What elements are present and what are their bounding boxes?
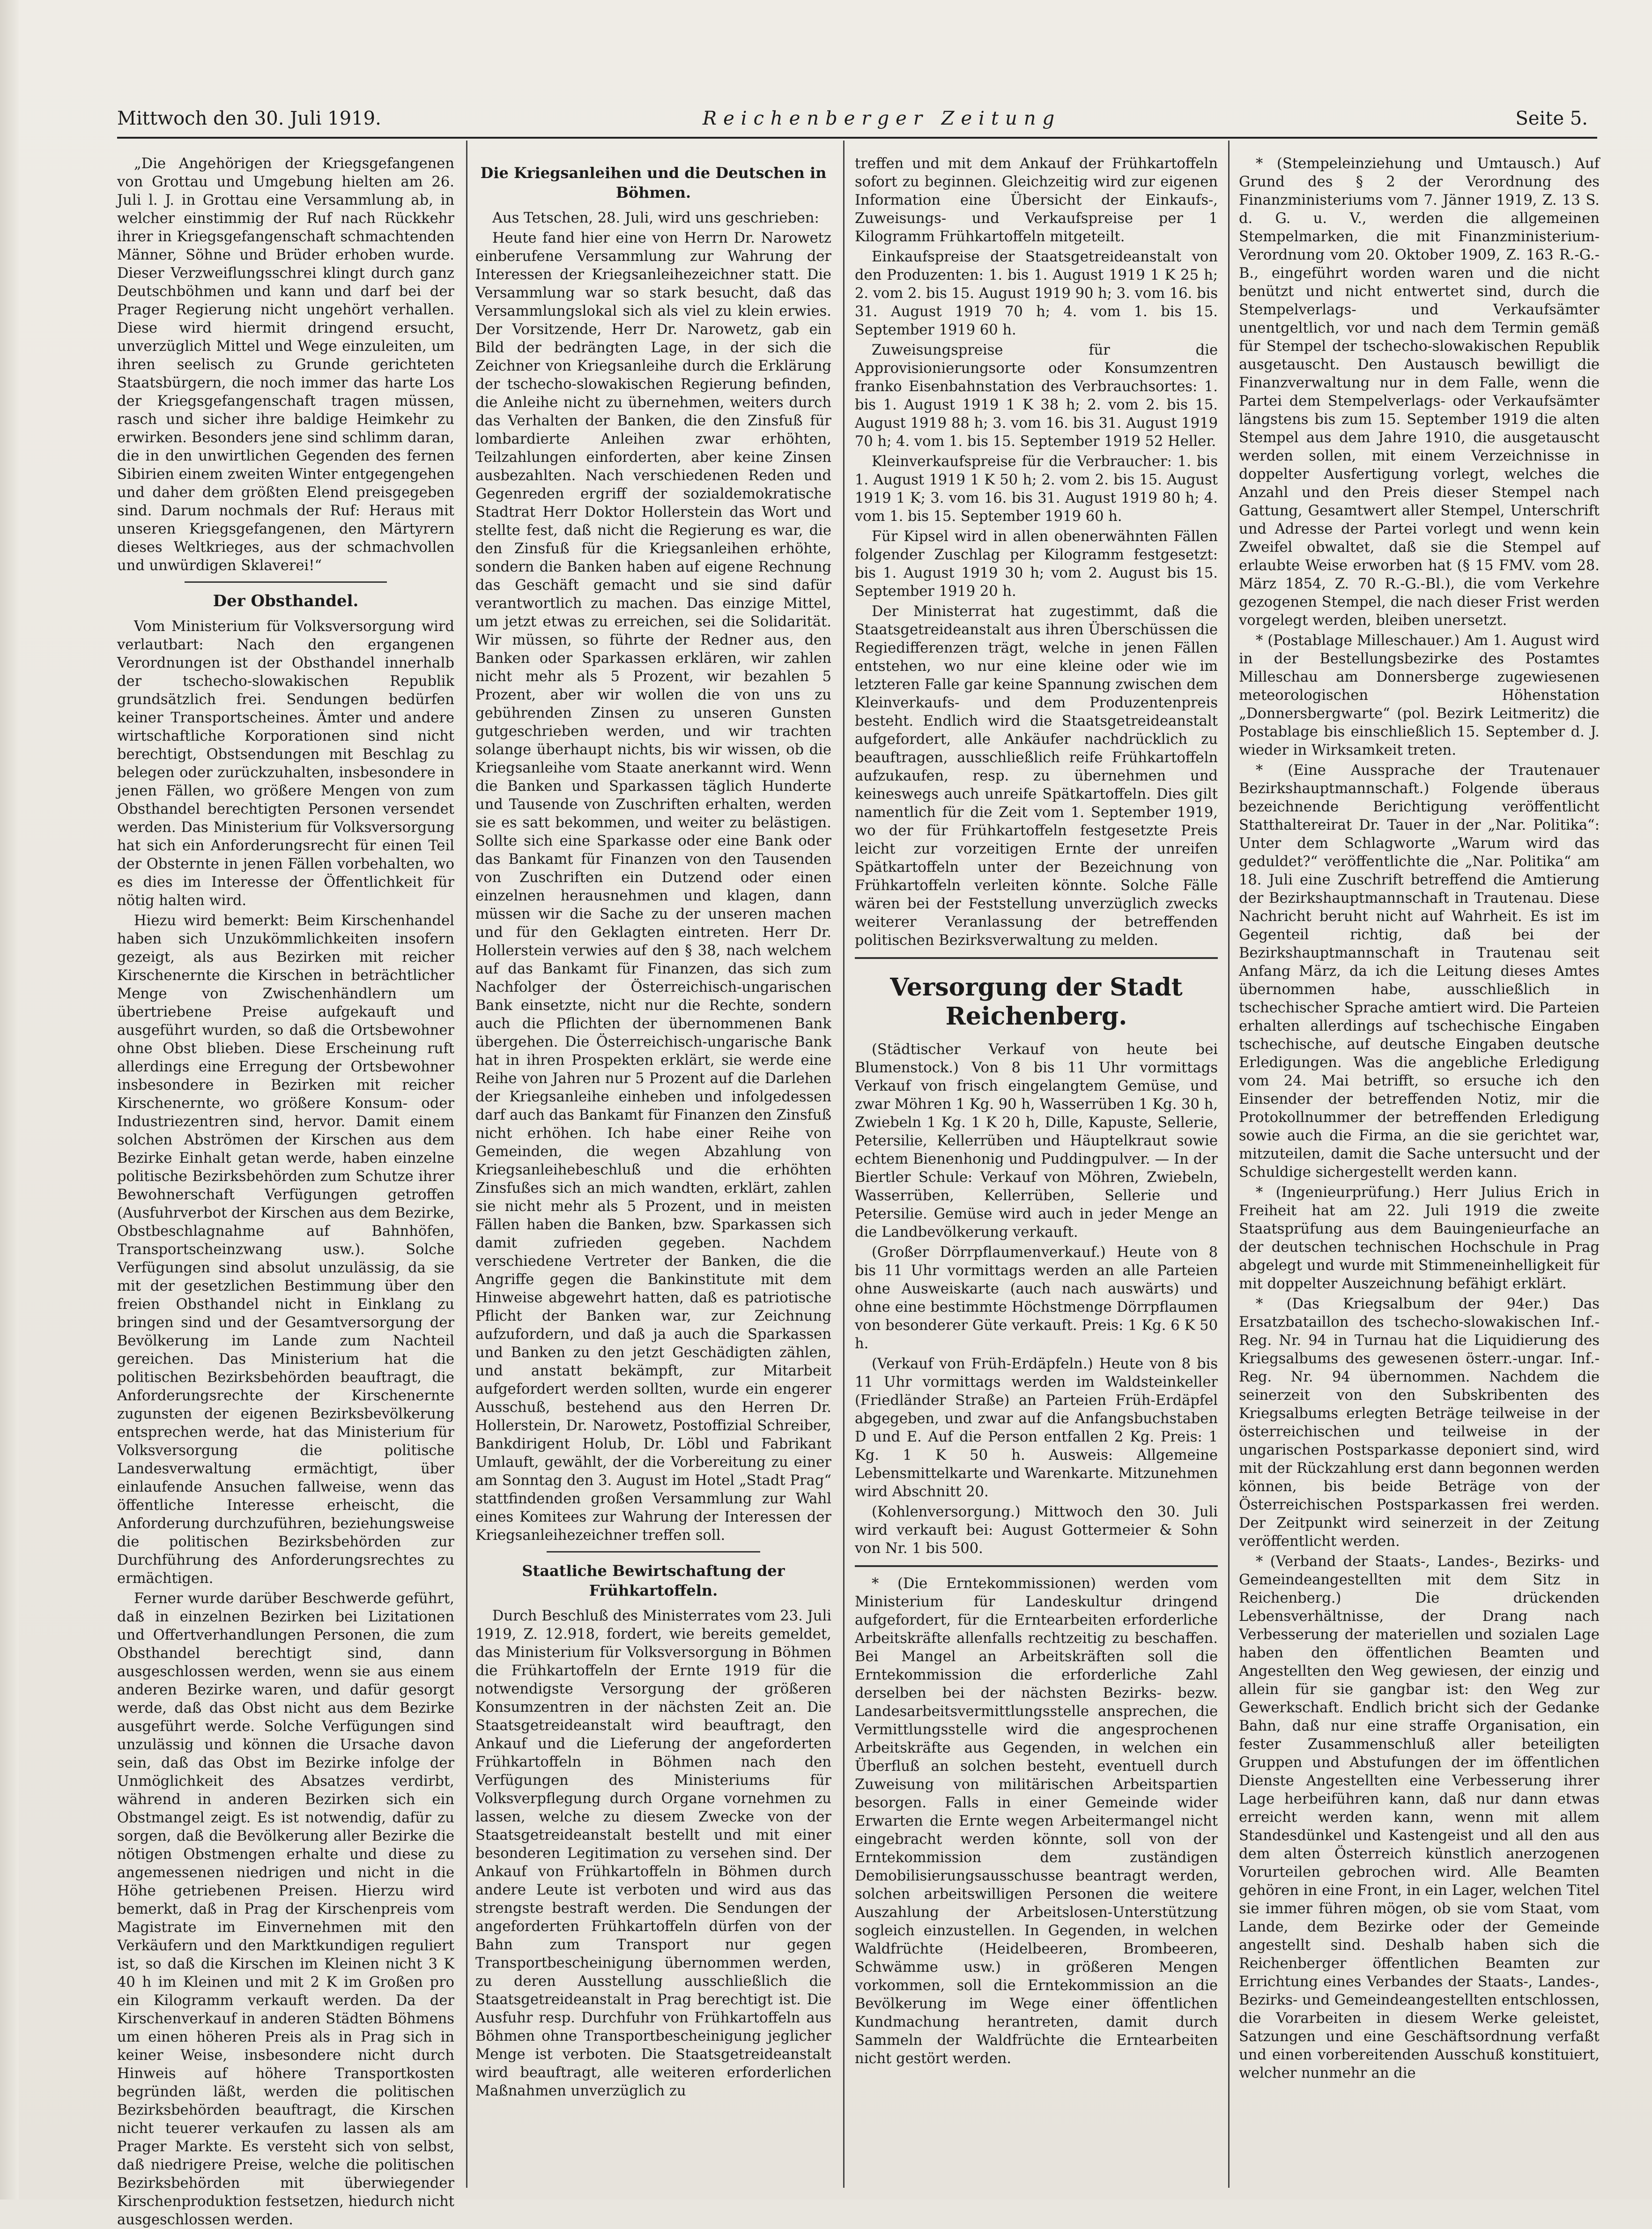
notice-paragraph: * (Das Kriegsalbum der 94er.) Das Ersatzbataillon des tschecho-slowakischen Inf.-Reg. Nr. 94 in Turnau hat die Liquidierung des Kriegsalbums des gewesenen österr.-ungar. Inf.-Reg. Nr. 94 übernommen. Nachdem die seinerzeit von den Subskribenten des Kriegsalbums erlegten Beträge teilweise in der österreichischen und teilweise in der ungarischen Postsparkasse deponiert sind, wird mit der Rückzahlung erst dann begonnen werden können, bis beide Beträge von der Österreichischen Postsparkassen frei werden. Der Zeitpunkt wird seinerzeit in der Zeitung veröffentlicht werden. — [1239, 1296, 1600, 1550]
masthead-page-number: Seite 5. — [1515, 108, 1588, 129]
notice-paragraph: (Großer Dörrpflaumenverkauf.) Heute von 8 bis 11 Uhr vormittags werden an alle Parteien ohne Ausweiskarte (auch nach auswärts) und ohne eine bestimmte Höchstmenge Dörrpflaumen von besonderer Güte verkauft. Preis: 1 Kg. 6 K 50 h. — [855, 1244, 1218, 1352]
article-paragraph: Aus Tetschen, 28. Juli, wird uns geschrieben: — [492, 210, 819, 226]
column-rule — [466, 141, 467, 2188]
column-rule — [1228, 141, 1230, 2188]
masthead-date: Mittwoch den 30. Juli 1919. — [117, 108, 381, 129]
notice-paragraph: * (Die Erntekommissionen) werden vom Ministerium für Landeskultur dringend aufgefordert, für die Erntearbeiten erforderliche Arbeitskräfte allenfalls rechtzeitig zu beschaffen. Bei Mangel an Arbeitskräften soll die Erntekommission die erforderliche Zahl derselben bei der nächsten Bezirks- bezw. Landesarbeitsvermittlungsstelle ansprechen, die Vermittlungsstelle wird die angesprochenen Arbeitskräfte aus Gegenden, in welchen ein Überfluß an solchen besteht, eventuell durch Zuweisung von militärischen Arbeitspartien besorgen. Falls in einer Gemeinde wider Erwarten die Ernte wegen Arbeitermangel nicht eingebracht werden könnte, soll von der Erntekommission dem zuständigen Demobilisierungsausschusse beantragt werden, solchen arbeitswilligen Personen die weitere Auszahlung der Arbeitslosen-Unterstützung sogleich einzustellen. In Gegenden, in welchen Waldfrüchte (Heidelbeeren, Brombeeren, Schwämme usw.) in größeren Mengen vorkommen, soll die Erntekommission an die Bevölkerung im Wege einer öffentlichen Kundmachung herantreten, damit durch Sammeln der Waldfrüchte die Erntearbeiten nicht gestört werden. — [855, 1575, 1218, 2067]
article-heading: Staatliche Bewirtschaftung der Frühkartoffeln. — [522, 1562, 785, 1599]
page-edge — [0, 0, 19, 2199]
notice-paragraph: * (Ingenieurprüfung.) Herr Julius Erich in Freiheit hat am 22. Juli 1919 die zweite Staatsprüfung aus dem Bauingenieurfache an der deutschen technischen Hochschule in Prag abgelegt und wurde mit Stimmeneinhelligkeit für mit doppelter Auszeichnung befähigt erklärt. — [1239, 1184, 1600, 1292]
price-paragraph: Einkaufspreise der Staatsgetreideanstalt von den Produzenten: 1. bis 1. August 1919 1 K 25 h; 2. vom 2. bis 15. August 1919 90 h; 3. vom 16. bis 31. August 1919 70 h; 4. vom 1. bis 15. September 1919 60 h. — [855, 249, 1218, 338]
article-paragraph: Ferner wurde darüber Beschwerde geführt, daß in einzelnen Bezirken bei Lizitationen und Offertverhandlungen Personen, die zum Obsthandel berechtigt sind, dann ausgeschlossen werden, wenn sie aus einem anderen Bezirke waren, und dafür gesorgt werde, daß das Obst nicht aus dem Bezirke ausgeführt werde. Solche Verfügungen sind unzulässig und können die Ursache davon sein, daß das Obst im Bezirke infolge der Unmöglichkeit des Absatzes verdirbt, während in anderen Bezirken sich ein Obstmangel zeigt. Es ist notwendig, dafür zu sorgen, daß die Bevölkerung aller Bezirke die nötigen Obstmengen erhalte und diese zu angemessenen niedrigen und nicht in die Höhe getriebenen Preisen. Hierzu wird bemerkt, daß in Prag der Kirschenpreis vom Magistrate im Einvernehmen mit den Verkäufern und den Marktkundigen reguliert ist, so daß die Kirschen im Kleinen nicht 3 K 40 h im Kleinen und mit 2 K im Großen pro ein Kilogramm verkauft werden. Da der Kirschenverkauf in anderen Städten Böhmens um einen höheren Preis als in Prag sich in keiner Weise, insbesondere nicht durch Hinweis auf höhere Transportkosten begründen läßt, werden die politischen Bezirksbehörden beauftragt, die Kirschen nicht teuerer verkaufen zu lassen als am Prager Markte. Es versteht sich von selbst, daß niedrigere Preise, welche die politischen Bezirksbehörden mit überwiegender Kirschenproduktion festsetzen, hiedurch nicht ausgeschlossen werden. — [117, 1590, 454, 2228]
article-paragraph: „Die Angehörigen der Kriegsgefangenen von Grottau und Umgebung hielten am 26. Juli l. J. in Grottau eine Versammlung ab, in welcher einstimmig der Ruf nach Rückkehr ihrer in Kriegsgefangenschaft schmachtenden Männer, Söhne und Brüder erhoben wurde. Dieser Verzweiflungsschrei klingt durch ganz Deutschböhmen und kann und darf bei der Prager Regierung nicht ungehört verhallen. Diese wird hiermit dringend ersucht, unverzüglich Mittel und Wege einzuleiten, um ihren seelisch zu Grunde gerichteten Staatsbürgern, die noch immer das harte Los der Kriegsgefangenschaft tragen müssen, rasch und sicher ihre baldige Heimkehr zu erwirken. Besonders jene sind schlimm daran, die in den unwirtlichen Gegenden des fernen Sibirien einem zweiten Winter entgegengehen und daher dem größten Elend preisgegeben sind. Darum nochmals der Ruf: Heraus mit unseren Kriegsgefangenen, den Märtyrern dieses Weltkrieges, aus der schmachvollen und unwürdigen Sklaverei!“ — [117, 156, 454, 574]
column-2 — [475, 155, 831, 2183]
notice-paragraph: * (Postablage Milleschauer.) Am 1. August wird in der Bestellungsbezirke des Postamtes Milleschau am Donnersberge zugewiesenen meteorologischen Höhenstation „Donnersbergwarte“ (pol. Bezirk Leitmeritz) die Postablage bis einschließlich 15. September d. J. wieder in Wirksamkeit treten. — [1239, 632, 1600, 758]
column-4 — [1239, 155, 1600, 2183]
separator — [855, 957, 1218, 959]
price-paragraph: Zuweisungspreise für die Approvisionierungsorte oder Konsumzentren franko Eisenbahnstation des Verbrauchsortes: 1. bis 1. August 1919 1 K 38 h; 2. vom 2. bis 15. August 1919 88 h; 3. vom 16. bis 31. August 1919 70 h; 4. vom 1. bis 15. September 1919 52 Heller. — [855, 342, 1218, 450]
notice-paragraph: (Verkauf von Früh-Erdäpfeln.) Heute von 8 bis 11 Uhr vormittags werden im Waldsteinkeller (Friedländer Straße) an Parteien Früh-Erdäpfel abgegeben, und zwar auf die Anfangsbuchstaben D und E. Auf die Person entfallen 2 Kg. Preis: 1 Kg. 1 K 50 h. Ausweis: Allgemeine Lebensmittelkarte und Warenkarte. Mitzunehmen wird Abschnitt 20. — [855, 1356, 1218, 1500]
notice-paragraph: * (Verband der Staats-, Landes-, Bezirks- und Gemeindeangestellten mit dem Sitz in Reichenberg.) Die drückenden Lebensverhältnisse, der Drang nach Verbesserung der materiellen und sozialen Lage haben den öffentlichen Beamten und Angestellten den Weg gewiesen, der einzig und allein für sie gangbar ist: den Weg zur Gewerkschaft. Endlich bricht sich der Gedanke Bahn, daß nur eine straffe Organisation, ein fester Zusammenschluß aller beteiligten Gruppen und Abstufungen der im öffentlichen Dienste Angestellten eine Verbesserung ihrer Lage herbeiführen kann, daß nur dann etwas erreicht werden kann, wenn mit allem Standesdünkel und Kastengeist und all den aus dem alten Österreich künstlich anerzogenen Vorurteilen gebrochen wird. Alle Beamten gehören in eine Front, in ein Lager, welchen Titel sie immer führen mögen, ob sie vom Staat, vom Lande, dem Bezirke oder der Gemeinde angestellt sind. Deshalb haben sich die Reichenberger öffentlichen Beamten zur Errichtung eines Verbandes der Staats-, Landes-, Bezirks- und Gemeindeangestellten entschlossen, die Vorarbeiten in diesem Werke geleistet, Satzungen und eine Geschäftsordnung verfaßt und einen vorbereitenden Ausschuß konstituiert, welcher nunmehr an die — [1239, 1553, 1600, 2081]
masthead — [117, 104, 1597, 139]
separator — [185, 581, 387, 583]
notice-paragraph: * (Stempeleinziehung und Umtausch.) Auf Grund des § 2 der Verordnung des Finanzministeriums vom 7. Jänner 1919, Z. 13 S. d. G. u. V., werden die allgemeinen Stempelmarken, die mit Finanzministerium-Verordnung vom 20. Oktober 1909, Z. 163 R.-G.-B., eingeführt worden waren und die nicht benützt und nicht entwertet sind, durch die Stempelverlags- und Verkaufsämter unentgeltlich, vor und nach dem Termin gemäß für Stempel der tschecho-slowakischen Republik ausgetauscht. Den Austausch bewilligt die Finanzverwaltung nur in dem Falle, wenn die Partei dem Stempelverlags- oder Verkaufsämter längstens bis zum 15. September 1919 die alten Stempel aus dem Jahre 1910, die ausgetauscht werden sollen, mit einem Verzeichnisse in doppelter Ausfertigung vorlegt, welches die Anzahl und den Preis dieser Stempel nach Gattung, Gesamtwert aller Stempel, Unterschrift und Adresse der Partei vorlegt und wenn kein Zweifel obwaltet, daß sie die Stempel auf erlaubte Weise erworben hat (§ 15 FMV. vom 28. März 1854, Z. 70 R.-G.-Bl.), die vom Verkehre gezogenen Stempel, die nach dieser Frist werden vorgelegt werden, bleiben unersetzt. — [1239, 156, 1600, 629]
separator — [855, 1565, 1218, 1567]
article-paragraph: treffen und mit dem Ankauf der Frühkartoffeln sofort zu beginnen. Gleichzeitig wird zur eigenen Information eine Übersicht der Einkaufs-, Zuweisungs- und Verkaufspreise per 1 Kilogramm Frühkartoffeln mitgeteilt. — [855, 156, 1218, 245]
price-paragraph: Für Kipsel wird in allen obenerwähnten Fällen folgender Zuschlag per Kilogramm festgesetzt: bis 1. August 1919 30 h; vom 2. August bis 15. September 1919 20 h. — [855, 528, 1218, 600]
article-paragraph: Durch Beschluß des Ministerrates vom 23. Juli 1919, Z. 12.918, fordert, wie bereits gemeldet, das Ministerium für Volksversorgung in Böhmen die Frühkartoffeln der Ernte 1919 für die notwendigste Versorgung der größeren Konsumzentren in der nächsten Zeit an. Die Staatsgetreideanstalt wird beauftragt, den Ankauf und die Lieferung der angeforderten Frühkartoffeln in Böhmen nach den Verfügungen des Ministeriums für Volksverpflegung durch Organe vornehmen zu lassen, welche zu diesem Zwecke von der Staatsgetreideanstalt bestellt und mit einer besonderen Legitimation zu versehen sind. Der Ankauf von Frühkartoffeln in Böhmen durch andere Leute ist verboten und wird aus das strengste bestraft werden. Die Sendungen der angeforderten Frühkartoffeln dürfen von der Bahn zum Transport nur gegen Transportbescheinigung übernommen werden, zu deren Ausstellung ausschließlich die Staatsgetreideanstalt in Prag berechtigt ist. Die Ausfuhr resp. Durchfuhr von Frühkartoffeln aus Böhmen ohne Transportbescheinigung jeglicher Menge ist verboten. Die Staatsgetreideanstalt wird beauftragt, alle weiteren erforderlichen Maßnahmen unverzüglich zu — [475, 1608, 831, 2099]
column-3 — [855, 155, 1218, 2183]
article-heading: Die Kriegsanleihen und die Deutschen in Böhmen. — [480, 164, 827, 201]
article-heading: Versorgung der Stadt Reichenberg. — [890, 973, 1183, 1031]
article-paragraph: Heute fand hier eine von Herrn Dr. Narowetz einberufene Versammlung zur Wahrung der Interessen der Kriegsanleihezeichner statt. Die Versammlung war so stark besucht, daß das Versammlungslokal sich als viel zu klein erwies. Der Vorsitzende, Herr Dr. Narowetz, gab ein Bild der bedrängten Lage, in der sich die Zeichner von Kriegsanleihe durch die Erklärung der tschecho-slowakischen Regierung befinden, die Anleihe nicht zu übernehmen, weiters durch das Verhalten der Banken, die den Zinsfuß für lombardierte Anleihen zwar erhöhten, Teilzahlungen einforderten, aber keine Zinsen ausbezahlten. Nach verschiedenen Reden und Gegenreden ergriff der sozialdemokratische Stadtrat Herr Doktor Hollerstein das Wort und stellte fest, daß nicht die Regierung es war, die den Zinsfuß für die Kriegsanleihen erhöhte, sondern die Banken haben auf eigene Rechnung das Geschäft gemacht und sie sind dafür verantwortlich zu machen. Das einzige Mittel, um jetzt etwas zu erreichen, sei die Solidarität. Wir müssen, so führte der Redner aus, den Banken oder Sparkassen erklären, wir zahlen nicht mehr als 5 Prozent, wir bezahlen 5 Prozent, aber wir wollen die von uns zu gebührenden Zinsen zu unseren Gunsten gutgeschrieben werden, und wir trachten solange überhaupt nichts, bis wir wissen, ob die Kriegsanleihe vom Staate anerkannt wird. Wenn die Banken und Sparkassen täglich Hunderte und Tausende von Zuschriften erhalten, werden sie es satt bekommen, und weiter zu belästigen. Sollte sich eine Sparkasse oder eine Bank oder das Bankamt für Finanzen von den Tausenden von Zuschriften ein Dutzend oder einen einzelnen herausnehmen und klagen, dann müssen wir die Sache zu der unseren machen und für den Geklagten eintreten. Herr Dr. Hollerstein verwies auf den § 38, nach welchem auf das Bankamt für Finanzen, das sich zum Nachfolger der Österreichisch-ungarischen Bank einsetzte, nicht nur die Rechte, sondern auch die Pflichten der übernommenen Bank übergehen. Die Österreichisch-ungarische Bank hat in ihren Prospekten erklärt, sie werde eine Reihe von Jahren nur 5 Prozent auf die Darlehen der Kriegsanleihe einheben und infolgedessen darf auch das Bankamt für Finanzen den Zinsfuß nicht erhöhen. Ich habe einer Reihe von Gemeinden, die wegen Abzahlung von Kriegsanleihebeschluß und die erhöhten Zinsfußes sich an mich wandten, erklärt, zahlen sie nicht mehr als 5 Prozent, und in meisten Fällen haben die Banken, bzw. Sparkassen sich damit zufrieden gegeben. Nachdem verschiedene Vertreter der Banken, die die Angriffe gegen die Bankinstitute mit dem Hinweise abgewehrt hatten, daß es patriotische Pflicht der Banken war, zur Zeichnung aufzufordern, und daß ja auch die Sparkassen und Banken zu den jetzt Geschädigten zählen, und anstatt bekämpft, zur Mitarbeit aufgefordert werden sollten, wurde ein engerer Ausschuß, bestehend aus den Herren Dr. Hollerstein, Dr. Narowetz, Postoffizial Schreiber, Bankdirigent Holub, Dr. Löbl und Fabrikant Umlauft, gewählt, der die Vorbereitung zu einer am Sonntag den 3. August im Hotel „Stadt Prag“ stattfindenden großen Versammlung zur Wahl eines Komitees zur Wahrung der Interessen der Kriegsanleihezeichner treffen soll. — [475, 230, 831, 1544]
price-paragraph: Kleinverkaufspreise für die Verbraucher: 1. bis 1. August 1919 1 K 50 h; 2. vom 2. bis 15. August 1919 1 K; 3. vom 16. bis 31. August 1919 80 h; 4. vom 1. bis 15. September 1919 60 h. — [855, 453, 1218, 525]
column-1 — [117, 155, 454, 2228]
article-heading: Der Obsthandel. — [213, 592, 359, 610]
separator — [547, 1551, 760, 1553]
article-paragraph: Hiezu wird bemerkt: Beim Kirschenhandel haben sich Unzukömmlichkeiten insofern gezeigt, als aus Bezirken mit reicher Kirschenernte die Kirschen in beträchtlicher Menge von Zwischenhändlern um übertriebene Preise aufgekauft und ausgeführt wurden, so daß die Ortsbewohner ohne Obst blieben. Diese Erscheinung ruft allerdings eine Erregung der Ortsbewohner insbesondere in Bezirken mit reicher Kirschenernte, wo größere Konsum- oder Industriezentren sind, hervor. Damit einem solchen Abströmen der Kirschen aus dem Bezirke Einhalt getan werde, haben einzelne politische Bezirksbehörden zum Schutze ihrer Bewohnerschaft Verfügungen getroffen (Ausfuhrverbot der Kirschen aus dem Bezirke, Obstbeschlagnahme auf Bahnhöfen, Transportscheinzwang usw.). Solche Verfügungen sind absolut unzulässig, da sie mit der gesetzlichen Bestimmung über den freien Obsthandel nicht in Einklang zu bringen sind und der Gesamtversorgung der Bevölkerung im Lande zum Nachteil gereichen. Das Ministerium hat die politischen Bezirksbehörden beauftragt, die Anforderungsrechte der Kirschenernte zugunsten der eigenen Bezirksbevölkerung entsprechen werde, hat das Ministerium für Volksversorgung die politische Landesverwaltung ermächtigt, über einlaufende Ansuchen fallweise, wenn das öffentliche Interesse erheischt, die Anforderung durchzuführen, beziehungsweise die politischen Bezirksbehörden zur Durchführung des Anforderungsrechtes zu ermächtigen. — [117, 913, 454, 1587]
column-rule — [843, 141, 845, 2188]
article-paragraph: Der Ministerrat hat zugestimmt, daß die Staatsgetreideanstalt aus ihren Überschüssen die Regiedifferenzen trägt, welche in jenen Fällen entstehen, wo nur eine kleine oder wie im letzteren Falle gar keine Spannung zwischen dem Kleinverkaufs- und dem Produzentenpreis besteht. Endlich wird die Staatsgetreideanstalt aufgefordert, alle Ankäufer nachdrücklich zu beauftragen, ausschließlich reife Frühkartoffeln aufzukaufen, resp. zu übernehmen und keineswegs auch unreife Spätkartoffeln. Dies gilt namentlich für die Zeit vom 1. September 1919, wo der für Frühkartoffeln festgesetzte Preis leicht zur vorzeitigen Ernte der unreifen Spätkartoffeln unter der Bezeichnung von Frühkartoffeln verleiten könnte. Solche Fälle wären bei der Feststellung unverzüglich zwecks weiterer Veranlassung der betreffenden politischen Bezirksverwaltung zu melden. — [855, 603, 1218, 949]
masthead-title: Reichenberger Zeitung — [703, 108, 1061, 129]
notice-paragraph: * (Eine Aussprache der Trautenauer Bezirkshauptmannschaft.) Folgende überaus bezeichnende Berichtigung veröffentlicht Statthaltereirat Dr. Tauer in der „Nar. Politika“: Unter dem Schlagworte „Warum wird das geduldet?“ veröffentlichte die „Nar. Politika“ am 18. Juli eine Zuschrift betreffend die Amtierung der Bezirkshauptmannschaft in Trautenau. Diese Nachricht beruht nicht auf Wahrheit. Es ist im Gegenteil richtig, daß bei der Bezirkshauptmannschaft in Trautenau seit Anfang März, da ich die Leitung dieses Amtes übernommen habe, ausschließlich in tschechischer Sprache amtiert wird. Die Parteien erhalten allerdings auf tschechische Eingaben tschechische, auf deutsche Eingaben deutsche Erledigungen. Was die angebliche Erledigung vom 24. Mai betrifft, so ersuche ich den Einsender der betreffenden Notiz, mir die Protokollnummer der betreffenden Erledigung sowie auch die Firma, an die sie gerichtet war, mitzuteilen, damit die Sache untersucht und der Schuldige sichergestellt werden kann. — [1239, 762, 1600, 1181]
notice-paragraph: (Kohlenversorgung.) Mittwoch den 30. Juli wird verkauft bei: August Gottermeier & Sohn von Nr. 1 bis 500. — [855, 1504, 1218, 1557]
article-paragraph: Vom Ministerium für Volksversorgung wird verlautbart: Nach den ergangenen Verordnungen ist der Obsthandel innerhalb der tschecho-slowakischen Republik grundsätzlich frei. Sendungen bedürfen keiner Transportscheines. Ämter und andere wirtschaftliche Korporationen sind nicht berechtigt, Obstsendungen mit Beschlag zu belegen oder zurückzuhalten, insbesondere in jenen Fällen, wo größere Mengen von zum Obsthandel berechtigten Personen versendet werden. Das Ministerium für Volksversorgung hat sich ein Anforderungsrecht für einen Teil der Obsternte in jenen Fällen vorbehalten, wo es dies im Interesse der Öffentlichkeit für nötig halten wird. — [117, 618, 454, 909]
notice-paragraph: (Städtischer Verkauf von heute bei Blumenstock.) Von 8 bis 11 Uhr vormittags Verkauf von frisch eingelangtem Gemüse, und zwar Möhren 1 Kg. 90 h, Wasserrüben 1 Kg. 30 h, Zwiebeln 1 Kg. 1 K 20 h, Dille, Kapuste, Sellerie, Petersilie, Kellerrüben und Häuptelkraut sowie echtem Bienenhonig und Puddingpulver. — In der Biertler Schule: Verkauf von Möhren, Zwiebeln, Wasserrüben, Kellerrüben, Sellerie und Petersilie. Gemüse wird auch in jeder Menge an die Landbevölkerung verkauft. — [855, 1041, 1218, 1241]
